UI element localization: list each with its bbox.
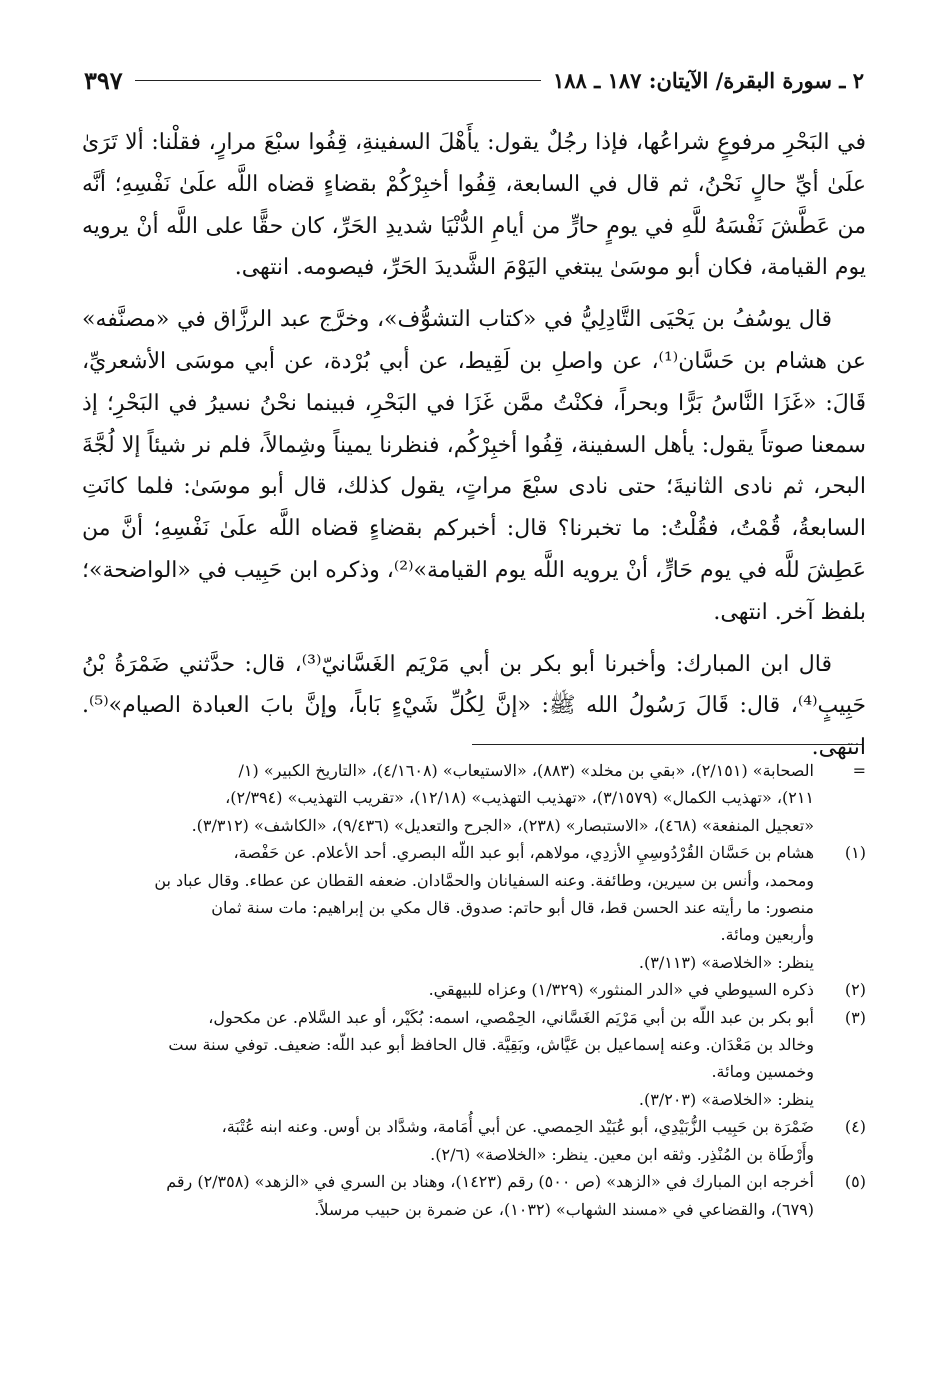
footnote-line: «تعجيل المنفعة» (٤٦٨)، «الاستبصار» (٢٣٨)، «الجرح والتعديل» (٩/٤٣٦)، «الكاشف» (٣/٣١٢). [191,815,814,835]
footnote-line: منصور: ما رأيته عند الحسن قط، قال أبو حاتم: صدوق. قال مكي بن إبراهيم: مات سنة ثمان [211,898,814,918]
footnote-marker: (١) [844,843,866,863]
footnote-1 [82,839,866,976]
page-number: ٣٩٧ [84,65,123,95]
footnote-2 [82,976,866,1003]
footnote-separator [472,744,862,745]
footnote-marker: (٥) [844,1172,866,1192]
footnote-line: وخالد بن مَعْدَان. وعنه إسماعيل بن عَيَّاش، وبَقِيَّة. قال الحافظ أبو عبد اللّه: ضعيف. توفي سنة ست [168,1035,814,1055]
footnote-marker: (٢) [844,980,866,1000]
footnote-marker: = [852,761,866,780]
footnote-line: وأربعين ومائة. [720,925,814,945]
footnote-line: الصحابة» (٢/١٥١)، «بقي بن مخلد» (٨٨٣)، «الاستيعاب» (٤/١٦٠٨)، «التاريخ الكبير» (١/ [238,761,814,780]
header-rule [135,80,541,81]
footnote-marker: (٣) [844,1007,866,1027]
footnote-line: ٢١١)، «تهذيب الكمال» (٣/١٥٧٩)، «تهذيب التهذيب» (١٢/١٨)، «تقريب التهذيب» (٢/٣٩٤)، [225,788,814,808]
paragraph: في البَحْرِ مرفوعٍ شراعُها، فإذا رجُلٌ يقول: يأَهْلَ السفينةِ، قِفُوا سبْعَ مرارٍ، فقلْنا: ألا تَرَىٰ علَىٰ أيِّ حالٍ نَحْنُ، ثم قال في السابعة، قِفُوا أخبِرْكُمْ بقضاءٍ قضاه اللَّه علَىٰ نَفْسِهِ؛ أنَّه من عَطَّشَ نَفْسَهُ للَّهِ في يومٍ حارٍّ من أيامِ الدُّنْيَا شديدِ الحَرِّ، كان حقًّا على اللَّه أنْ يرويه يوم القيامة، فكان أبو موسَىٰ يبتغي اليَوْمَ الشَّديدَ الحَرِّ، فيصومه. انتهى. [82,130,866,281]
footnote-marker: (٤) [844,1117,866,1137]
footnote-line: أخرجه ابن المبارك في «الزهد» (ص ٥٠٠) رقم (١٤٢٣)، وهناد بن السري في «الزهد» (٢/٣٥٨) رقم [166,1172,814,1192]
footnote-line: وخمسين ومائة. [711,1062,814,1082]
main-text [82,122,866,769]
footnote-4 [82,1113,866,1168]
footnote-5 [82,1168,866,1223]
running-title: ٢ ـ سورة البقرة/ الآيتان: ١٨٧ ـ ١٨٨ [552,67,864,93]
footnote-line: ضَمْرَة بن حَبِيب الزُّبَيْدِي، أبو عُبَيْد الحِمصي. عن أبي أُمَامة، وشدَّاد بن أوس. وعنه ابنه عُتْبَة، [221,1117,814,1137]
footnote-line: أبو بكر بن عبد اللّه بن أبي مَرْيَم الغَسَّاني، الحِمْصي، اسمه: بُكَيْر، أو عبد السَّلام. عن مكحول، [208,1007,814,1027]
footnote-line: ذكره السيوطي في «الدر المنثور» (١/٣٢٩) وعزاه للبيهقي. [428,980,814,1000]
footnote-continued [82,757,866,839]
footnote-line: (٦٧٩)، والقضاعي في «مسند الشهاب» (١٠٣٢)، عن ضمرة بن حبيب مرسلاً. [314,1199,814,1219]
paragraph: قال يوسُفُ بن يَحْيَى التَّادِلِيُّ في «كتاب التشوُّف»، وخرَّج عبد الرزَّاق في «مصنَّفه» عن هشام بن حَسَّان⁽¹⁾، عن واصلِ بن لَقِيط، عن أبي بُرْدة، عن أبي موسَى الأشعريِّ، قَالَ: «غَزَا النَّاسُ بَرًّا وبحراً، فكنْتُ ممَّن غَزَا في البَحْرِ، فبينما نحْنُ نسيرُ في البَحْرِ؛ إذ سمعنا صوتاً يقول: يأهل السفينة، قِفُوا أخبِرْكُم، فنظرنا يميناً وشِمالاً، فلم نر شيئاً إلا لُجَّةَ البحر، ثم نادى الثانيةَ؛ حتى نادى سبْعَ مراتٍ، يقول كذلك، قال أبو موسَىٰ: فلما كانَتِ السابعةُ، قُمْتُ، فقُلْتُ: ما تخبرنا؟ قال: أخبركم بقضاءٍ قضاه اللَّه علَىٰ نَفْسِهِ؛ أنَّ من عَطِشَ للَّه في يوم حَارٍّ، أنْ يرويه اللَّه يوم القيامة»⁽²⁾، وذكره ابن حَبِيب في «الواضحة»؛ بلفظ آخر. انتهى. [82,307,866,625]
footnotes [82,757,866,1223]
footnote-3 [82,1004,866,1114]
running-header [84,62,864,98]
footnote-line: ينظر: «الخلاصة» (٣/٢٠٣). [638,1089,814,1109]
paragraph: قال ابن المبارك: وأخبرنا أبو بكر بن أبي مَرْيَم الغَسَّانيّ⁽³⁾، قال: حدَّثني ضَمْرَةُ بْنُ حَبِيبٍ⁽⁴⁾، قال: قَالَ رَسُولُ الله ﷺ: «إنَّ لِكُلِّ شَيْءٍ بَاباً، وإنَّ بابَ العبادة الصيام»⁽⁵⁾. انتهى. [82,651,866,761]
footnote-line: وأَرْطَاة بن المُنْذِر. وثقه ابن معين. ينظر: «الخلاصة» (٢/٦). [430,1144,814,1164]
footnote-line: ومحمد، وأنس بن سيرين، وطائفة. وعنه السفيانان والحمَّادان. ضعفه القطان عن عطاء. وقال عباد بن [154,870,814,890]
footnote-line: هشام بن حَسَّان القُرْدُوسِيِ الأزدِي، مولاهم، أبو عبد اللّه البصري. أحد الأعلام. عن حَفْصة، [233,843,814,863]
footnote-line: ينظر: «الخلاصة» (٣/١١٣). [638,952,814,972]
